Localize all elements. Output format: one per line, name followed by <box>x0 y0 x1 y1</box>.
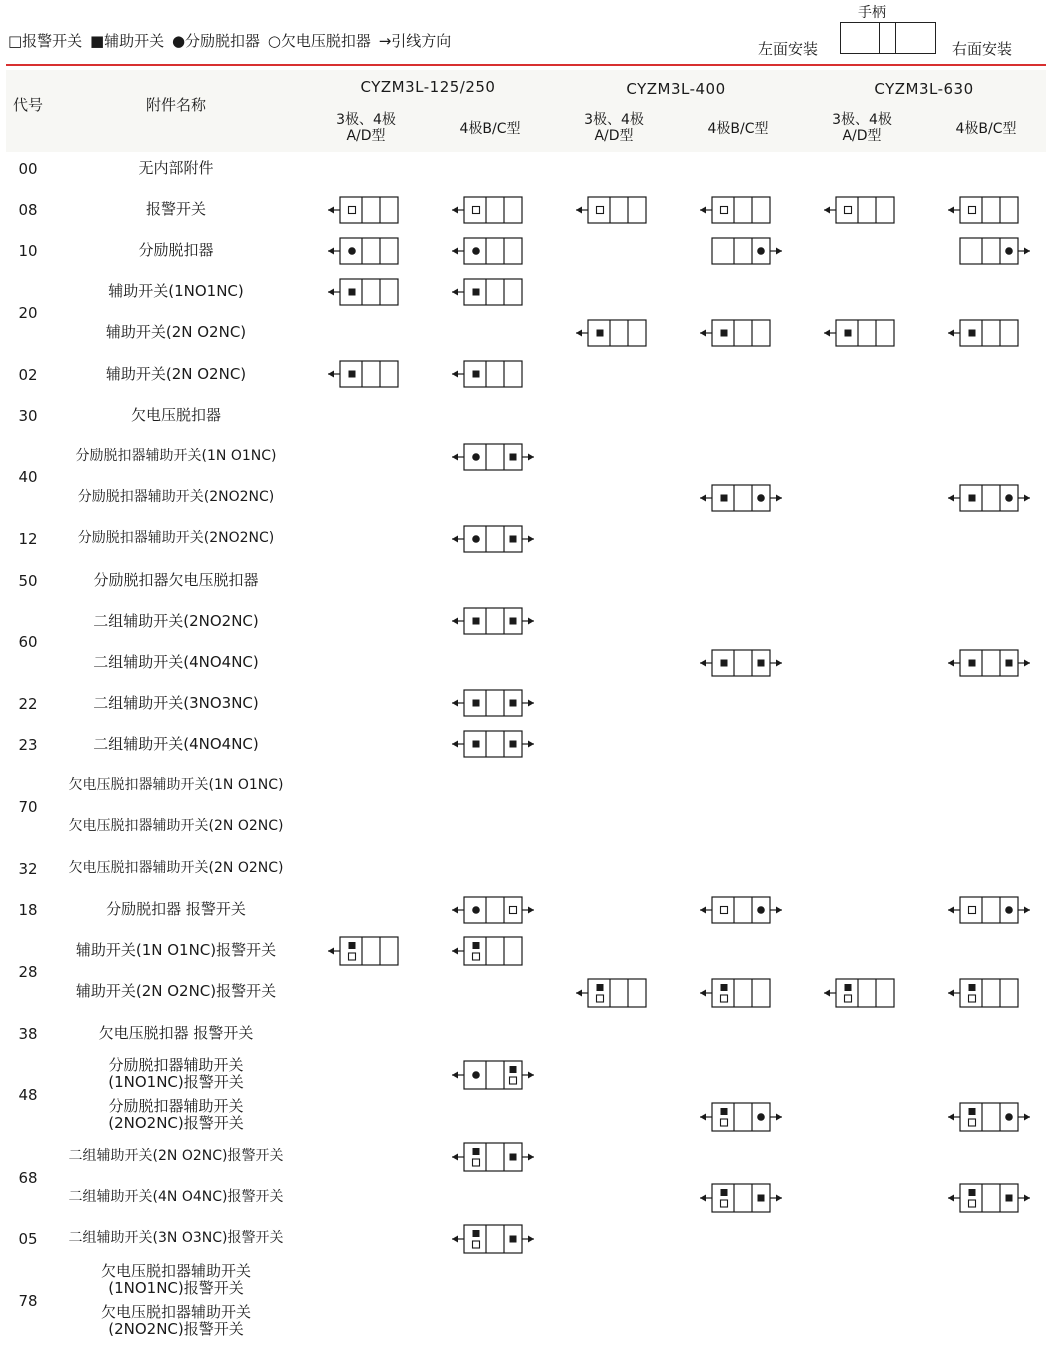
arrow-head <box>824 330 830 337</box>
sub-bc-400: 4极B/C型 <box>707 121 769 137</box>
shunt-symbol <box>757 906 765 914</box>
arrow-head <box>452 1072 458 1079</box>
alarm-symbol <box>721 1119 728 1126</box>
arrow-head <box>948 330 954 337</box>
arrow-head <box>1024 1114 1030 1121</box>
wiring-box <box>948 320 1018 346</box>
wiring-box <box>452 238 522 264</box>
row-name: 欠电压脱扣器辅助开关(1N O1NC) <box>68 777 284 793</box>
row-name: 二组辅助开关(3N O3NC)报警开关 <box>68 1230 284 1246</box>
shunt-symbol <box>1005 494 1013 502</box>
shunt-symbol <box>472 1071 480 1079</box>
shunt-symbol <box>472 906 480 914</box>
arrow-head <box>528 1072 534 1079</box>
row-code: 60 <box>18 633 38 651</box>
row-code: 10 <box>18 242 38 260</box>
box-outline <box>960 979 1018 1007</box>
row-code: 08 <box>18 201 38 219</box>
shunt-symbol <box>1005 1113 1013 1121</box>
wiring-box <box>700 1184 782 1212</box>
alarm-symbol <box>597 207 604 214</box>
aux-symbol <box>510 1154 517 1161</box>
wiring-box <box>452 897 534 923</box>
row-name: 辅助开关(2N O2NC) <box>105 365 247 383</box>
arrow-head <box>452 948 458 955</box>
aux-symbol <box>721 660 728 667</box>
row-name: 分励脱扣器辅助开关 <box>108 1056 244 1074</box>
row-name: 辅助开关(1N O1NC)报警开关 <box>75 941 277 959</box>
wiring-box <box>452 731 534 757</box>
wiring-box <box>948 485 1030 511</box>
arrow-head <box>948 207 954 214</box>
wiring-box <box>452 690 534 716</box>
arrow-head <box>452 536 458 543</box>
aux-symbol <box>473 618 480 625</box>
arrow-head <box>528 618 534 625</box>
wiring-box <box>452 526 534 552</box>
arrow-head <box>328 248 334 255</box>
handle-title: 手柄 <box>858 5 886 21</box>
alarm-symbol <box>721 907 728 914</box>
sub-ad-line1: 3极、4极 <box>832 112 892 128</box>
arrow-head <box>948 990 954 997</box>
alarm-symbol <box>845 995 852 1002</box>
wiring-box <box>700 485 782 511</box>
wiring-box <box>328 238 398 264</box>
wiring-box <box>576 197 646 223</box>
arrow-head <box>452 1154 458 1161</box>
row-code: 50 <box>18 572 38 590</box>
arrow-head <box>1024 907 1030 914</box>
alarm-symbol <box>721 995 728 1002</box>
wiring-box <box>452 444 534 470</box>
aux-symbol <box>1006 660 1013 667</box>
wiring-box <box>452 279 522 305</box>
alarm-symbol <box>473 1159 480 1166</box>
sub-ad-line2: A/D型 <box>346 128 386 144</box>
row-code: 12 <box>18 530 38 548</box>
aux-symbol <box>349 289 356 296</box>
row-name: (2NO2NC)报警开关 <box>108 1114 244 1132</box>
row-name: (1NO1NC)报警开关 <box>108 1073 244 1091</box>
wiring-box <box>948 897 1030 923</box>
shunt-symbol <box>472 453 480 461</box>
wiring-box <box>960 238 1030 264</box>
row-name: 欠电压脱扣器辅助开关(2N O2NC) <box>68 860 284 876</box>
wiring-box <box>824 197 894 223</box>
aux-symbol <box>510 454 517 461</box>
arrow-head <box>776 1195 782 1202</box>
arrow-head <box>1024 1195 1030 1202</box>
aux-symbol <box>721 1108 728 1115</box>
row-name: 报警开关 <box>145 200 206 218</box>
legend-aux: ■辅助开关 <box>89 32 165 50</box>
arrow-head <box>700 495 706 502</box>
row-name: 二组辅助开关(2N O2NC)报警开关 <box>68 1148 284 1164</box>
wiring-box <box>328 279 398 305</box>
arrow-head <box>528 1154 534 1161</box>
row-name: 二组辅助开关(2NO2NC) <box>93 612 259 630</box>
arrow-head <box>824 990 830 997</box>
row-code: 38 <box>18 1025 38 1043</box>
aux-symbol <box>473 1148 480 1155</box>
arrow-head <box>452 454 458 461</box>
wiring-box <box>948 979 1018 1007</box>
arrow-head <box>700 1195 706 1202</box>
model-125-250: CYZM3L-125/250 <box>360 78 496 96</box>
row-name: 分励脱扣器辅助开关 <box>108 1097 244 1115</box>
aux-symbol <box>597 984 604 991</box>
aux-symbol <box>845 984 852 991</box>
aux-symbol <box>473 942 480 949</box>
arrow-head <box>328 948 334 955</box>
row-code: 78 <box>18 1292 38 1310</box>
arrow-head <box>948 1195 954 1202</box>
aux-symbol <box>510 1236 517 1243</box>
shunt-symbol <box>757 247 765 255</box>
wiring-box <box>452 1061 534 1089</box>
aux-symbol <box>721 1189 728 1196</box>
sub-bc-125: 4极B/C型 <box>459 121 521 137</box>
row-code: 00 <box>18 160 38 178</box>
arrow-head <box>776 495 782 502</box>
arrow-head <box>452 618 458 625</box>
aux-symbol <box>473 289 480 296</box>
row-code: 05 <box>18 1230 38 1248</box>
aux-symbol <box>473 371 480 378</box>
row-name: (2NO2NC)报警开关 <box>108 1320 244 1338</box>
arrow-head <box>528 454 534 461</box>
wiring-box <box>328 197 398 223</box>
aux-symbol <box>721 330 728 337</box>
wiring-box <box>824 320 894 346</box>
row-code: 22 <box>18 695 38 713</box>
arrow-head <box>776 907 782 914</box>
sub-ad-line1: 3极、4极 <box>336 112 396 128</box>
arrow-head <box>528 907 534 914</box>
arrow-head <box>700 1114 706 1121</box>
row-name: 二组辅助开关(4N O4NC)报警开关 <box>68 1189 284 1205</box>
row-name: 无内部附件 <box>138 159 214 177</box>
row-name: 辅助开关(2N O2NC)报警开关 <box>75 982 277 1000</box>
row-name: 欠电压脱扣器 <box>130 406 221 424</box>
row-code: 68 <box>18 1169 38 1187</box>
alarm-symbol <box>597 995 604 1002</box>
box-outline <box>464 937 522 965</box>
arrow-head <box>576 207 582 214</box>
header-code: 代号 <box>12 96 43 114</box>
alarm-symbol <box>473 953 480 960</box>
arrow-head <box>528 741 534 748</box>
arrow-head <box>1024 248 1030 255</box>
aux-symbol <box>758 1195 765 1202</box>
alarm-symbol <box>845 207 852 214</box>
arrow-head <box>948 1114 954 1121</box>
sub-bc-630: 4极B/C型 <box>955 121 1017 137</box>
aux-symbol <box>969 660 976 667</box>
alarm-symbol <box>721 1200 728 1207</box>
arrow-head <box>1024 660 1030 667</box>
aux-symbol <box>473 1230 480 1237</box>
wiring-box <box>452 608 534 634</box>
shunt-symbol <box>472 535 480 543</box>
arrow-head <box>452 907 458 914</box>
row-name: 分励脱扣器辅助开关(1N O1NC) <box>75 448 277 464</box>
wiring-box <box>948 650 1030 676</box>
arrow-head <box>452 700 458 707</box>
shunt-symbol <box>472 247 480 255</box>
box-outline <box>340 937 398 965</box>
row-name: 分励脱扣器 <box>138 241 214 259</box>
row-name: 欠电压脱扣器 报警开关 <box>98 1024 254 1042</box>
row-name: 欠电压脱扣器辅助开关 <box>100 1262 251 1280</box>
arrow-head <box>948 495 954 502</box>
wiring-box <box>452 1143 534 1171</box>
wiring-box <box>700 1103 782 1131</box>
arrow-head <box>452 207 458 214</box>
row-name: 分励脱扣器辅助开关(2NO2NC) <box>77 530 275 546</box>
row-code: 30 <box>18 407 38 425</box>
legend-under: ○欠电压脱扣器 <box>267 32 371 50</box>
arrow-head <box>528 536 534 543</box>
row-name: 欠电压脱扣器辅助开关(2N O2NC) <box>68 818 284 834</box>
aux-symbol <box>349 371 356 378</box>
aux-symbol <box>969 1189 976 1196</box>
wiring-box <box>948 197 1018 223</box>
arrow-head <box>576 990 582 997</box>
aux-symbol <box>510 536 517 543</box>
right-mount-label: 右面安装 <box>952 40 1013 58</box>
arrow-head <box>528 700 534 707</box>
header-name: 附件名称 <box>145 96 206 114</box>
arrow-head <box>1024 495 1030 502</box>
wiring-box <box>712 238 782 264</box>
aux-symbol <box>721 984 728 991</box>
aux-symbol <box>969 495 976 502</box>
row-name: 二组辅助开关(3NO3NC) <box>93 694 259 712</box>
arrow-head <box>452 1236 458 1243</box>
alarm-symbol <box>969 1119 976 1126</box>
arrow-head <box>328 207 334 214</box>
arrow-head <box>700 207 706 214</box>
row-name: 分励脱扣器欠电压脱扣器 <box>93 571 259 589</box>
aux-symbol <box>969 984 976 991</box>
arrow-head <box>776 660 782 667</box>
arrow-head <box>700 907 706 914</box>
wiring-box <box>700 979 770 1007</box>
arrow-head <box>452 371 458 378</box>
row-code: 40 <box>18 468 38 486</box>
arrow-head <box>700 330 706 337</box>
aux-symbol <box>845 330 852 337</box>
wiring-box <box>452 361 522 387</box>
alarm-symbol <box>510 907 517 914</box>
alarm-symbol <box>349 207 356 214</box>
legend-shunt: ●分励脱扣器 <box>171 32 261 50</box>
aux-symbol <box>597 330 604 337</box>
arrow-head <box>576 330 582 337</box>
legend-lead: →引线方向 <box>378 32 452 50</box>
row-name: 辅助开关(2N O2NC) <box>105 323 247 341</box>
aux-symbol <box>473 700 480 707</box>
arrow-head <box>328 371 334 378</box>
arrow-head <box>776 1114 782 1121</box>
arrow-head <box>452 741 458 748</box>
aux-symbol <box>721 495 728 502</box>
shunt-symbol <box>757 494 765 502</box>
row-code: 28 <box>18 963 38 981</box>
row-code: 32 <box>18 860 38 878</box>
left-mount-label: 左面安装 <box>758 40 819 58</box>
wiring-box <box>700 320 770 346</box>
arrow-head <box>776 248 782 255</box>
row-code: 02 <box>18 366 38 384</box>
arrow-head <box>700 660 706 667</box>
aux-symbol <box>510 700 517 707</box>
row-name: 二组辅助开关(4NO4NC) <box>93 735 259 753</box>
row-code: 23 <box>18 736 38 754</box>
wiring-box <box>452 197 522 223</box>
alarm-symbol <box>969 1200 976 1207</box>
wiring-box <box>948 1184 1030 1212</box>
aux-symbol <box>510 741 517 748</box>
wiring-box <box>948 1103 1030 1131</box>
aux-symbol <box>473 741 480 748</box>
row-code: 18 <box>18 901 38 919</box>
arrow-head <box>528 1236 534 1243</box>
wiring-box <box>452 937 522 965</box>
wiring-box <box>328 361 398 387</box>
aux-symbol <box>1006 1195 1013 1202</box>
row-code: 20 <box>18 304 38 322</box>
arrow-head <box>452 289 458 296</box>
shunt-symbol <box>757 1113 765 1121</box>
box-outline <box>836 979 894 1007</box>
alarm-symbol <box>510 1077 517 1084</box>
shunt-symbol <box>1005 247 1013 255</box>
wiring-box <box>700 197 770 223</box>
row-name: (1NO1NC)报警开关 <box>108 1279 244 1297</box>
row-name: 辅助开关(1NO1NC) <box>108 282 244 300</box>
aux-symbol <box>510 618 517 625</box>
arrow-head <box>452 248 458 255</box>
wiring-box <box>328 937 398 965</box>
sub-ad-line2: A/D型 <box>842 128 882 144</box>
model-400: CYZM3L-400 <box>626 80 726 98</box>
wiring-box <box>700 897 782 923</box>
wiring-box <box>452 1225 534 1253</box>
row-name: 二组辅助开关(4NO4NC) <box>93 653 259 671</box>
aux-symbol <box>758 660 765 667</box>
aux-symbol <box>510 1066 517 1073</box>
shunt-symbol <box>1005 906 1013 914</box>
row-name: 欠电压脱扣器辅助开关 <box>100 1303 251 1321</box>
alarm-symbol <box>473 207 480 214</box>
row-name: 分励脱扣器辅助开关(2NO2NC) <box>77 489 275 505</box>
row-code: 48 <box>18 1086 38 1104</box>
box-outline <box>712 979 770 1007</box>
row-code: 70 <box>18 798 38 816</box>
arrow-head <box>948 907 954 914</box>
alarm-symbol <box>349 953 356 960</box>
alarm-symbol <box>969 995 976 1002</box>
wiring-box <box>824 979 894 1007</box>
sub-ad-line1: 3极、4极 <box>584 112 644 128</box>
shunt-symbol <box>348 247 356 255</box>
wiring-box <box>700 650 782 676</box>
wiring-box <box>576 979 646 1007</box>
arrow-head <box>700 990 706 997</box>
arrow-head <box>824 207 830 214</box>
alarm-symbol <box>721 207 728 214</box>
alarm-symbol <box>969 907 976 914</box>
alarm-symbol <box>473 1241 480 1248</box>
arrow-head <box>948 660 954 667</box>
aux-symbol <box>349 942 356 949</box>
aux-symbol <box>969 330 976 337</box>
wiring-box <box>576 320 646 346</box>
sub-ad-line2: A/D型 <box>594 128 634 144</box>
row-name: 分励脱扣器 报警开关 <box>106 900 246 918</box>
aux-symbol <box>969 1108 976 1115</box>
box-outline <box>588 979 646 1007</box>
legend-alarm: □报警开关 <box>8 32 83 50</box>
alarm-symbol <box>969 207 976 214</box>
model-630: CYZM3L-630 <box>874 80 974 98</box>
arrow-head <box>328 289 334 296</box>
